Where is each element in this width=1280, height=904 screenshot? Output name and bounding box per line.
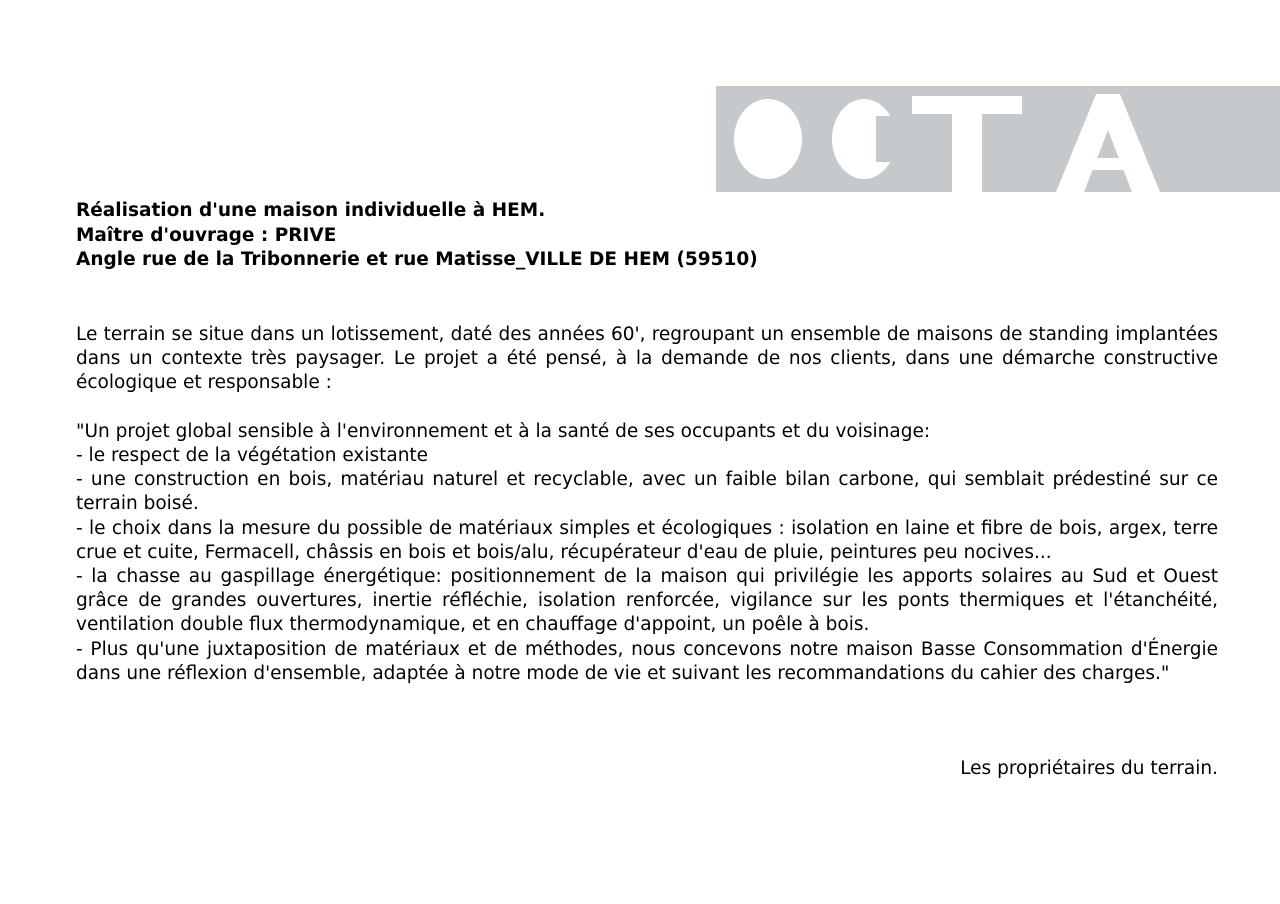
- list-item: - Plus qu'une juxtaposition de matériaux et de méthodes, nous concevons notre maison Basse Consommation d'Énergie dans une réflexion d'ensemble, adaptée à notre mode de vie et suivant les recommandations du cahier des charges.": [76, 638, 1218, 684]
- description-body: [76, 323, 1218, 686]
- intro-paragraph: Le terrain se situe dans un lotissement, daté des années 60', regroupant un ensemble de maisons de standing implantées dans un contexte très paysager. Le projet a été pensé, à la demande de nos clients, dans une démarche constructive écologique et responsable :: [76, 324, 1218, 394]
- project-owner: Maître d'ouvrage : PRIVE: [76, 224, 337, 246]
- list-item: - la chasse au gaspillage énergétique: positionnement de la maison qui privilégie les apports solaires au Sud et Ouest grâce de grandes ouvertures, inertie réfléchie, isolation renforcée, vigilance sur les ponts thermiques et l'étanchéité, ventilation double flux thermodynamique, et en chauffage d'appoint, un poêle à bois.: [76, 566, 1218, 636]
- octa-logo-icon: [716, 86, 1280, 192]
- project-heading: [76, 199, 1226, 273]
- list-item: - le respect de la végétation existante: [76, 445, 429, 466]
- project-address: Angle rue de la Tribonnerie et rue Matisse_VILLE DE HEM (59510): [76, 249, 758, 270]
- signature: Les propriétaires du terrain.: [960, 758, 1218, 779]
- list-item: - une construction en bois, matériau naturel et recyclable, avec un faible bilan carbone, qui semblait prédestiné sur ce terrain boisé.: [76, 469, 1218, 515]
- list-item: - le choix dans la mesure du possible de matériaux simples et écologiques : isolation en laine et fibre de bois, argex, terre crue et cuite, Fermacell, châssis en bois et bois/alu, récupérateur d'eau de pluie, peintures peu nocives...: [76, 517, 1218, 563]
- project-title: Réalisation d'une maison individuelle à HEM.: [76, 200, 546, 221]
- quote-title: "Un projet global sensible à l'environnement et à la santé de ses occupants et du voisinage:: [76, 420, 931, 442]
